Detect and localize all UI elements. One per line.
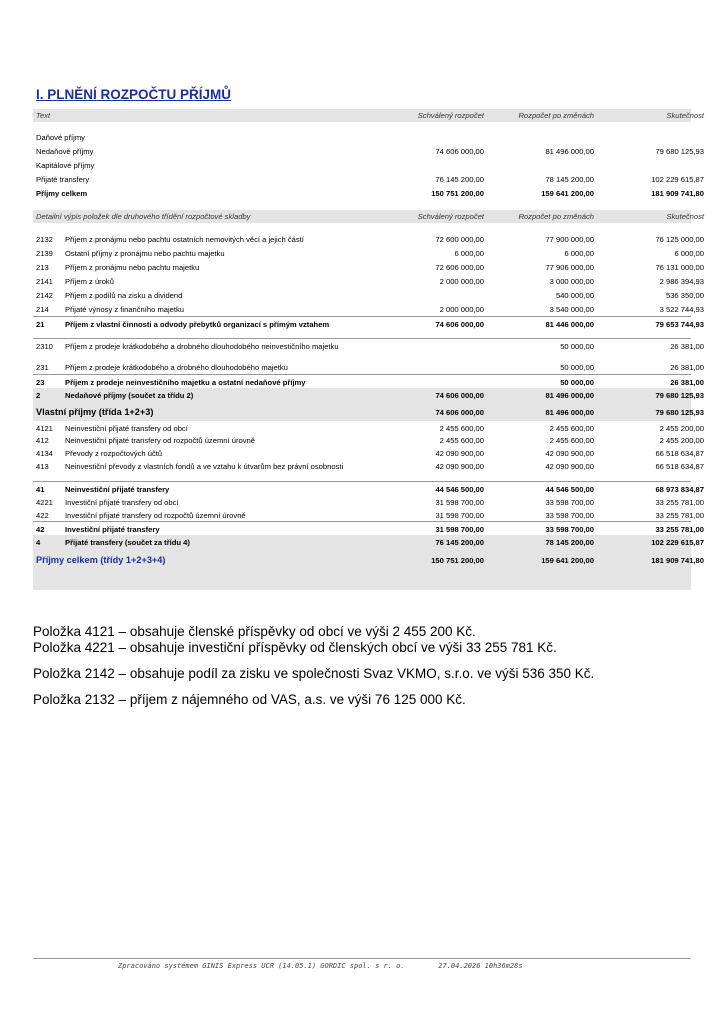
col-after-changes: Rozpočet po změnách (518, 212, 594, 221)
row-label: Příjem z vlastní činnosti a odvody přebytků organizací s přímým vztahem (65, 320, 330, 329)
row-label: Přijaté výnosy z finančního majetku (65, 305, 185, 314)
actual-value: 26 381,00 (670, 342, 704, 351)
after-changes-value: 81 496 000,00 (545, 408, 594, 417)
row-code: 2141 (36, 277, 53, 286)
actual-value: 79 680 125,93 (655, 147, 704, 156)
row-code: 4221 (36, 498, 53, 507)
after-changes-value: 33 598 700,00 (545, 511, 594, 520)
actual-value: 3 522 744,93 (659, 305, 704, 314)
summary-table (33, 109, 704, 200)
row-label: Neinvestiční přijaté transfery od obcí (65, 424, 188, 433)
actual-value: 79 680 125,93 (655, 408, 704, 417)
col-actual: Skutečnost (666, 212, 704, 221)
row-label: Přijaté transfery (36, 175, 90, 184)
row-code: 4 (36, 538, 41, 547)
row-label: Příjmy celkem (třídy 1+2+3+4) (36, 555, 166, 565)
summary-row (33, 158, 691, 172)
detail-row (33, 459, 704, 481)
approved-value: 2 000 000,00 (439, 305, 484, 314)
col-actual: Skutečnost (666, 111, 704, 120)
after-changes-value: 6 000,00 (564, 249, 594, 258)
detail-row (33, 421, 704, 433)
actual-value: 102 229 615,87 (651, 175, 704, 184)
actual-value: 26 381,00 (670, 363, 704, 372)
actual-value: 33 255 781,00 (655, 498, 704, 507)
row-label: Daňové příjmy (36, 133, 85, 142)
after-changes-value: 42 090 900,00 (545, 449, 594, 458)
approved-value: 2 000 000,00 (439, 277, 484, 286)
approved-value: 44 546 500,00 (435, 485, 484, 494)
detail-row (33, 260, 704, 274)
after-changes-value: 77 900 000,00 (545, 235, 594, 244)
row-label: Převody z rozpočtových účtů (65, 449, 163, 458)
approved-value: 31 598 700,00 (435, 498, 484, 507)
col-after-changes: Rozpočet po změnách (518, 111, 594, 120)
actual-value: 6 000,00 (674, 249, 704, 258)
row-label: Investiční přijaté transfery (65, 525, 160, 534)
actual-value: 181 909 741,80 (651, 189, 704, 198)
note-2132: Položka 2132 – příjem z nájemného od VAS, a.s. ve výši 76 125 000 Kč. (33, 692, 466, 707)
actual-value: 76 125 000,00 (655, 235, 704, 244)
detail-row (33, 508, 704, 521)
detail-row (33, 374, 704, 388)
detail-row (33, 481, 704, 495)
detail-row (33, 495, 704, 508)
actual-value: 33 255 781,00 (655, 511, 704, 520)
after-changes-value: 77 906 000,00 (545, 263, 594, 272)
row-code: 21 (36, 320, 45, 329)
approved-value: 74 606 000,00 (435, 391, 484, 400)
detail-row (33, 446, 704, 459)
after-changes-value: 33 598 700,00 (545, 498, 594, 507)
detail-row (33, 302, 704, 316)
row-label: Nedaňové příjmy (36, 147, 94, 156)
detail-body (33, 223, 704, 570)
row-label: Neinvestiční převody z vlastních fondů a ve vztahu k útvarům bez právní osobnosti (65, 462, 344, 471)
row-code: 213 (36, 263, 49, 272)
actual-value: 79 653 744,93 (655, 320, 704, 329)
summary-row (33, 130, 691, 144)
actual-value: 66 518 634,87 (655, 449, 704, 458)
actual-value: 33 255 781,00 (655, 525, 704, 534)
after-changes-value: 42 090 900,00 (545, 462, 594, 471)
detail-row (33, 232, 704, 246)
approved-value: 42 090 900,00 (435, 462, 484, 471)
note-4221: Položka 4221 – obsahuje investiční příspěvky od členských obcí ve výši 33 255 781 Kč. (33, 640, 557, 655)
row-code: 2142 (36, 291, 53, 300)
actual-value: 2 455 200,00 (659, 436, 704, 445)
note-2142: Položka 2142 – obsahuje podíl za zisku ve společnosti Svaz VKMO, s.r.o. ve výši 536 350 Kč. (33, 666, 595, 681)
approved-value: 74 606 000,00 (435, 320, 484, 329)
row-label: Ostatní příjmy z pronájmu nebo pachtu majetku (65, 249, 225, 258)
row-label: Příjem z úroků (65, 277, 114, 286)
detail-row (33, 288, 704, 302)
row-label: Neinvestiční přijaté transfery (65, 485, 170, 494)
actual-value: 76 131 000,00 (655, 263, 704, 272)
row-label: Neinvestiční přijaté transfery od rozpočtů územní úrovně (65, 436, 255, 445)
detail-row (33, 338, 704, 360)
row-code: 4134 (36, 449, 53, 458)
row-label: Příjem z prodeje krátkodobého a drobného dlouhodobého neinvestičního majetku (65, 342, 339, 351)
approved-value: 31 598 700,00 (435, 525, 484, 534)
approved-value: 74 606 000,00 (435, 408, 484, 417)
row-code: 41 (36, 485, 45, 494)
after-changes-value: 50 000,00 (560, 342, 594, 351)
row-code: 2132 (36, 235, 53, 244)
approved-value: 2 455 600,00 (439, 424, 484, 433)
after-changes-value: 50 000,00 (560, 378, 594, 387)
row-code: 231 (36, 363, 49, 372)
after-changes-value: 78 145 200,00 (545, 538, 594, 547)
page-title: I. PLNĚNÍ ROZPOČTU PŘÍJMŮ (36, 87, 232, 102)
row-label: Příjem z prodeje neinvestičního majetku a ostatní nedaňové příjmy (65, 378, 306, 387)
approved-value: 72 606 000,00 (435, 263, 484, 272)
row-label: Nedaňové příjmy (součet za třídu 2) (65, 391, 194, 400)
after-changes-value: 81 446 000,00 (545, 320, 594, 329)
actual-value: 68 973 834,87 (655, 485, 704, 494)
col-text: Text (36, 111, 51, 120)
row-label: Vlastní příjmy (třída 1+2+3) (36, 407, 154, 417)
footer-divider (33, 958, 691, 959)
after-changes-value: 2 455 600,00 (549, 424, 594, 433)
actual-value: 2 455 200,00 (659, 424, 704, 433)
row-code: 2310 (36, 342, 53, 351)
detail-row (33, 246, 704, 260)
summary-header (33, 109, 704, 122)
row-code: 2 (36, 391, 41, 400)
detail-header (33, 210, 704, 223)
row-code: 412 (36, 436, 49, 445)
detail-row (33, 388, 704, 404)
approved-value: 74 606 000,00 (435, 147, 484, 156)
footer-text: Zpracováno systémem GINIS Express UCR (14.05.1) GORDIC spol. s r. o. 27.04.2026 10h36m28s (118, 962, 523, 970)
detail-row (33, 433, 704, 446)
approved-value: 42 090 900,00 (435, 449, 484, 458)
after-changes-value: 159 641 200,00 (541, 556, 594, 565)
detail-table (33, 210, 704, 590)
approved-value: 150 751 200,00 (431, 556, 484, 565)
row-label: Přijaté transfery (součet za třídu 4) (65, 538, 190, 547)
approved-value: 150 751 200,00 (431, 189, 484, 198)
approved-value: 76 145 200,00 (435, 538, 484, 547)
approved-value: 72 600 000,00 (435, 235, 484, 244)
detail-row (33, 274, 704, 288)
row-label: Příjem z prodeje krátkodobého a drobného dlouhodobého majetku (65, 363, 288, 372)
after-changes-value: 3 000 000,00 (549, 277, 594, 286)
detail-row (33, 521, 704, 535)
actual-value: 79 680 125,93 (655, 391, 704, 400)
after-changes-value: 159 641 200,00 (541, 189, 594, 198)
row-label: Příjem z pronájmu nebo pachtu ostatních nemovitých věcí a jejich částí (65, 235, 304, 244)
table-footer-band (33, 570, 691, 590)
after-changes-value: 81 496 000,00 (545, 391, 594, 400)
row-label: Investiční přijaté transfery od obcí (65, 498, 179, 507)
col-approved: Schválený rozpočet (417, 111, 484, 120)
after-changes-value: 2 455 600,00 (549, 436, 594, 445)
after-changes-value: 50 000,00 (560, 363, 594, 372)
row-label: Příjem z pronájmu nebo pachtu majetku (65, 263, 200, 272)
row-label: Kapitálové příjmy (36, 161, 95, 170)
row-code: 413 (36, 462, 49, 471)
approved-value: 31 598 700,00 (435, 511, 484, 520)
actual-value: 102 229 615,87 (651, 538, 704, 547)
row-code: 23 (36, 378, 45, 387)
row-code: 214 (36, 305, 49, 314)
after-changes-value: 81 496 000,00 (545, 147, 594, 156)
detail-row (33, 360, 704, 374)
row-label: Příjmy celkem (36, 189, 88, 198)
actual-value: 2 986 394,93 (659, 277, 704, 286)
after-changes-value: 540 000,00 (555, 291, 594, 300)
row-label: Příjem z podílů na zisku a dividend (65, 291, 183, 300)
detail-row (33, 535, 704, 551)
actual-value: 26 381,00 (670, 378, 704, 387)
actual-value: 66 518 634,87 (655, 462, 704, 471)
detail-row (33, 551, 704, 570)
row-code: 422 (36, 511, 49, 520)
summary-row (33, 144, 704, 158)
approved-value: 6 000,00 (454, 249, 484, 258)
approved-value: 76 145 200,00 (435, 175, 484, 184)
row-code: 4121 (36, 424, 53, 433)
approved-value: 2 455 600,00 (439, 436, 484, 445)
row-code: 2139 (36, 249, 53, 258)
actual-value: 181 909 741,80 (651, 556, 704, 565)
detail-row (33, 316, 704, 338)
after-changes-value: 44 546 500,00 (545, 485, 594, 494)
row-code: 42 (36, 525, 45, 534)
col-text: Detailní výpis položek dle druhového třídění rozpočtové skladby (36, 212, 251, 221)
col-approved: Schválený rozpočet (417, 212, 484, 221)
detail-row (33, 404, 704, 421)
after-changes-value: 3 540 000,00 (549, 305, 594, 314)
after-changes-value: 78 145 200,00 (545, 175, 594, 184)
summary-row (33, 172, 704, 186)
actual-value: 536 350,00 (665, 291, 704, 300)
summary-row (33, 186, 704, 200)
note-4121: Položka 4121 – obsahuje členské příspěvky od obcí ve výši 2 455 200 Kč. (33, 624, 476, 639)
after-changes-value: 33 598 700,00 (545, 525, 594, 534)
summary-body (33, 122, 704, 200)
row-label: Investiční přijaté transfery od rozpočtů územní úrovně (65, 511, 246, 520)
